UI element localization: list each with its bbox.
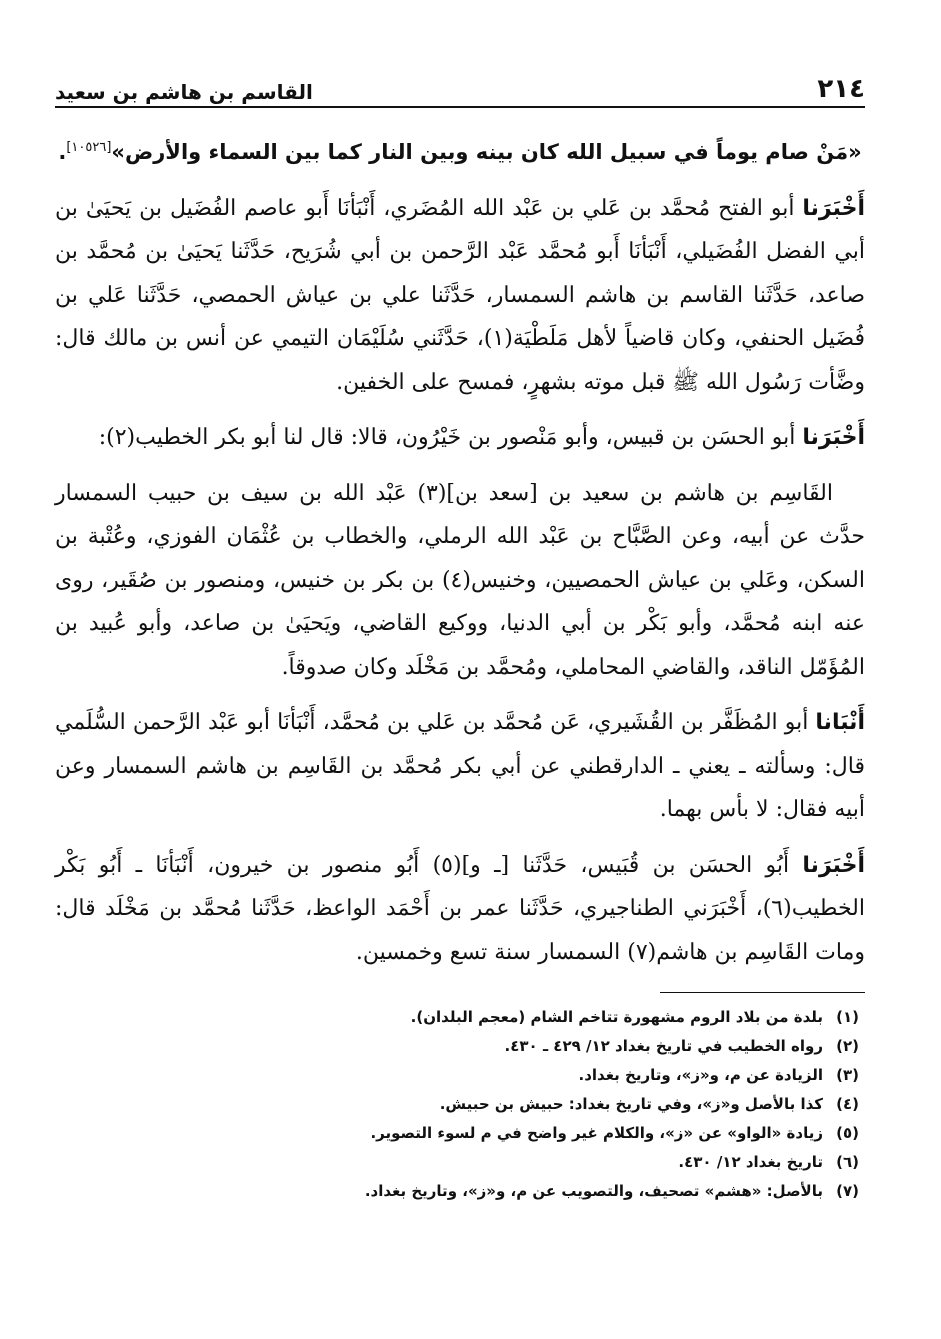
footnote-item — [55, 1003, 865, 1032]
page-number: ٢١٤ — [817, 74, 865, 104]
footnote-number: (٦) — [836, 1153, 859, 1171]
footnote-item — [55, 1032, 865, 1061]
footnote-item — [55, 1119, 865, 1148]
narration-keyword: أَخْبَرَنا — [802, 852, 866, 878]
narration-keyword: أَخْبَرَنا — [802, 195, 865, 221]
isnad-paragraph-4 — [55, 844, 865, 975]
page-header — [55, 62, 865, 108]
footnote-item — [55, 1090, 865, 1119]
running-title: القاسم بن هاشم بن سعيد — [55, 80, 313, 104]
footnote-number: (٤) — [836, 1095, 859, 1113]
isnad-paragraph-3 — [55, 701, 865, 832]
footnote-text: الزيادة عن م، و«ز»، وتاريخ بغداد. — [578, 1066, 823, 1084]
isnad-paragraph-1 — [55, 187, 865, 405]
paragraph-text: أبو الحسَن بن قبيس، وأبو مَنْصور بن خَيْرُون، قالا: قال لنا أبو بكر الخطيب(٢): — [98, 425, 803, 450]
hadith-reference-number: [١٠٥٢٦] — [66, 140, 112, 155]
footnote-number: (٢) — [836, 1037, 859, 1055]
footnote-number: (١) — [836, 1008, 859, 1026]
page-body — [55, 126, 865, 974]
footnote-text: بالأصل: «هشم» تصحيف، والتصويب عن م، و«ز»، وتاريخ بغداد. — [364, 1182, 823, 1200]
footnote-text: زيادة «الواو» عن «ز»، والكلام غير واضح في م لسوء التصوير. — [370, 1124, 823, 1142]
hadith-text: «مَنْ صام يوماً في سبيل الله كان بينه وبين النار كما بين السماء والأرض» — [111, 140, 862, 164]
footnote-text: تاريخ بغداد ١٢/ ٤٣٠. — [678, 1153, 823, 1171]
footnote-item — [55, 1177, 865, 1206]
footnote-number: (٥) — [836, 1124, 859, 1142]
footnote-text: رواه الخطيب في تاريخ بغداد ١٢/ ٤٢٩ ـ ٤٣٠. — [504, 1037, 823, 1055]
hadith-end: . — [58, 140, 67, 164]
footnote-number: (٧) — [836, 1182, 859, 1200]
footnote-item — [55, 1061, 865, 1090]
footnotes — [55, 1003, 865, 1206]
hadith-quote — [55, 126, 865, 175]
paragraph-text: أبو المُظَفَّر بن القُشَيري، عَن مُحمَّد بن عَلي بن مُحمَّد، أَنْبَأنَا أبو عَبْد الرَّحمن السُّلَمي قال: وسألته ـ يعني ـ الدارقطني عن أبي بكر مُحمَّد بن القَاسِم بن هاشم السمسار وعن أبيه فقال: لا بأس بهما. — [55, 710, 865, 822]
footnote-text: كذا بالأصل و«ز»، وفي تاريخ بغداد: حبيش بن حبيش. — [439, 1095, 823, 1113]
paragraph-text: أبو الفتح مُحمَّد بن عَلي بن عَبْد الله المُضَري، أَنْبَأنَا أَبو عاصم الفُضَيل بن يَحيَىٰ بن أبي الفضل الفُضَيلي، أَنْبَأنَا أَبو مُحمَّد عَبْد الرَّحمن بن أبي شُرَيح، حَدَّثَنا يَحيَىٰ بن مُحمَّد بن صاعد، حَدَّثَنا القاسم بن هاشم السمسار، حَدَّثَنا علي بن عياش الحمصي، حَدَّثَنا عَلي بن فُضَيل الحنفي، وكان قاضياً لأهل مَلَطْيَة(١)، حَدَّثَني سُلَيْمَان التيمي عن أنس بن مالك قال: وضَّأت رَسُول الله ﷺ قبل موته بشهرٍ، فمسح على الخفين. — [55, 195, 865, 395]
biography-paragraph: القَاسِم بن هاشم بن سعيد بن [سعد بن](٣) عَبْد الله بن سيف بن حبيب السمسار حدَّث عن أبيه، وعن الصَّبَّاح بن عَبْد الله الرملي، والخطاب بن عُثْمَان الفوزي، وعُتْبة بن السكن، وعَلي بن عياش الحمصيين، وخنيس(٤) بن بكر بن خنيس، ومنصور بن صُقَير، روى عنه ابنه مُحمَّد، وأبو بَكْر بن أبي الدنيا، ووكيع القاضي، ويَحيَىٰ بن صاعد، وأبو عُبيد بن المُؤَمّل الناقد، والقاضي المحاملي، ومُحمَّد بن مَخْلَد وكان صدوقاً. — [55, 480, 865, 680]
footnote-number: (٣) — [836, 1066, 859, 1084]
footnote-text: بلدة من بلاد الروم مشهورة تتاخم الشام (معجم البلدان). — [410, 1008, 823, 1026]
narration-keyword: أَخْبَرَنا — [802, 425, 865, 450]
footnote-separator — [660, 992, 865, 993]
isnad-paragraph-2 — [55, 416, 865, 460]
narration-keyword: أَنْبَانا — [815, 710, 865, 735]
book-page — [55, 62, 865, 1322]
paragraph-text: أَبُو الحسَن بن قُبَيس، حَدَّثَنا [ـ و](٥) أَبُو منصور بن خيرون، أَنْبَأنَا ـ أَبُو بَكْر الخطيب(٦)، أَخْبَرَني الطناجيري، حَدَّثَنا عمر بن أَحْمَد الواعظ، حَدَّثَنا مُحمَّد بن مَخْلَد قال: ومات القَاسِم بن هاشم(٧) السمسار سنة تسع وخمسين. — [55, 852, 865, 965]
footnote-item — [55, 1148, 865, 1177]
